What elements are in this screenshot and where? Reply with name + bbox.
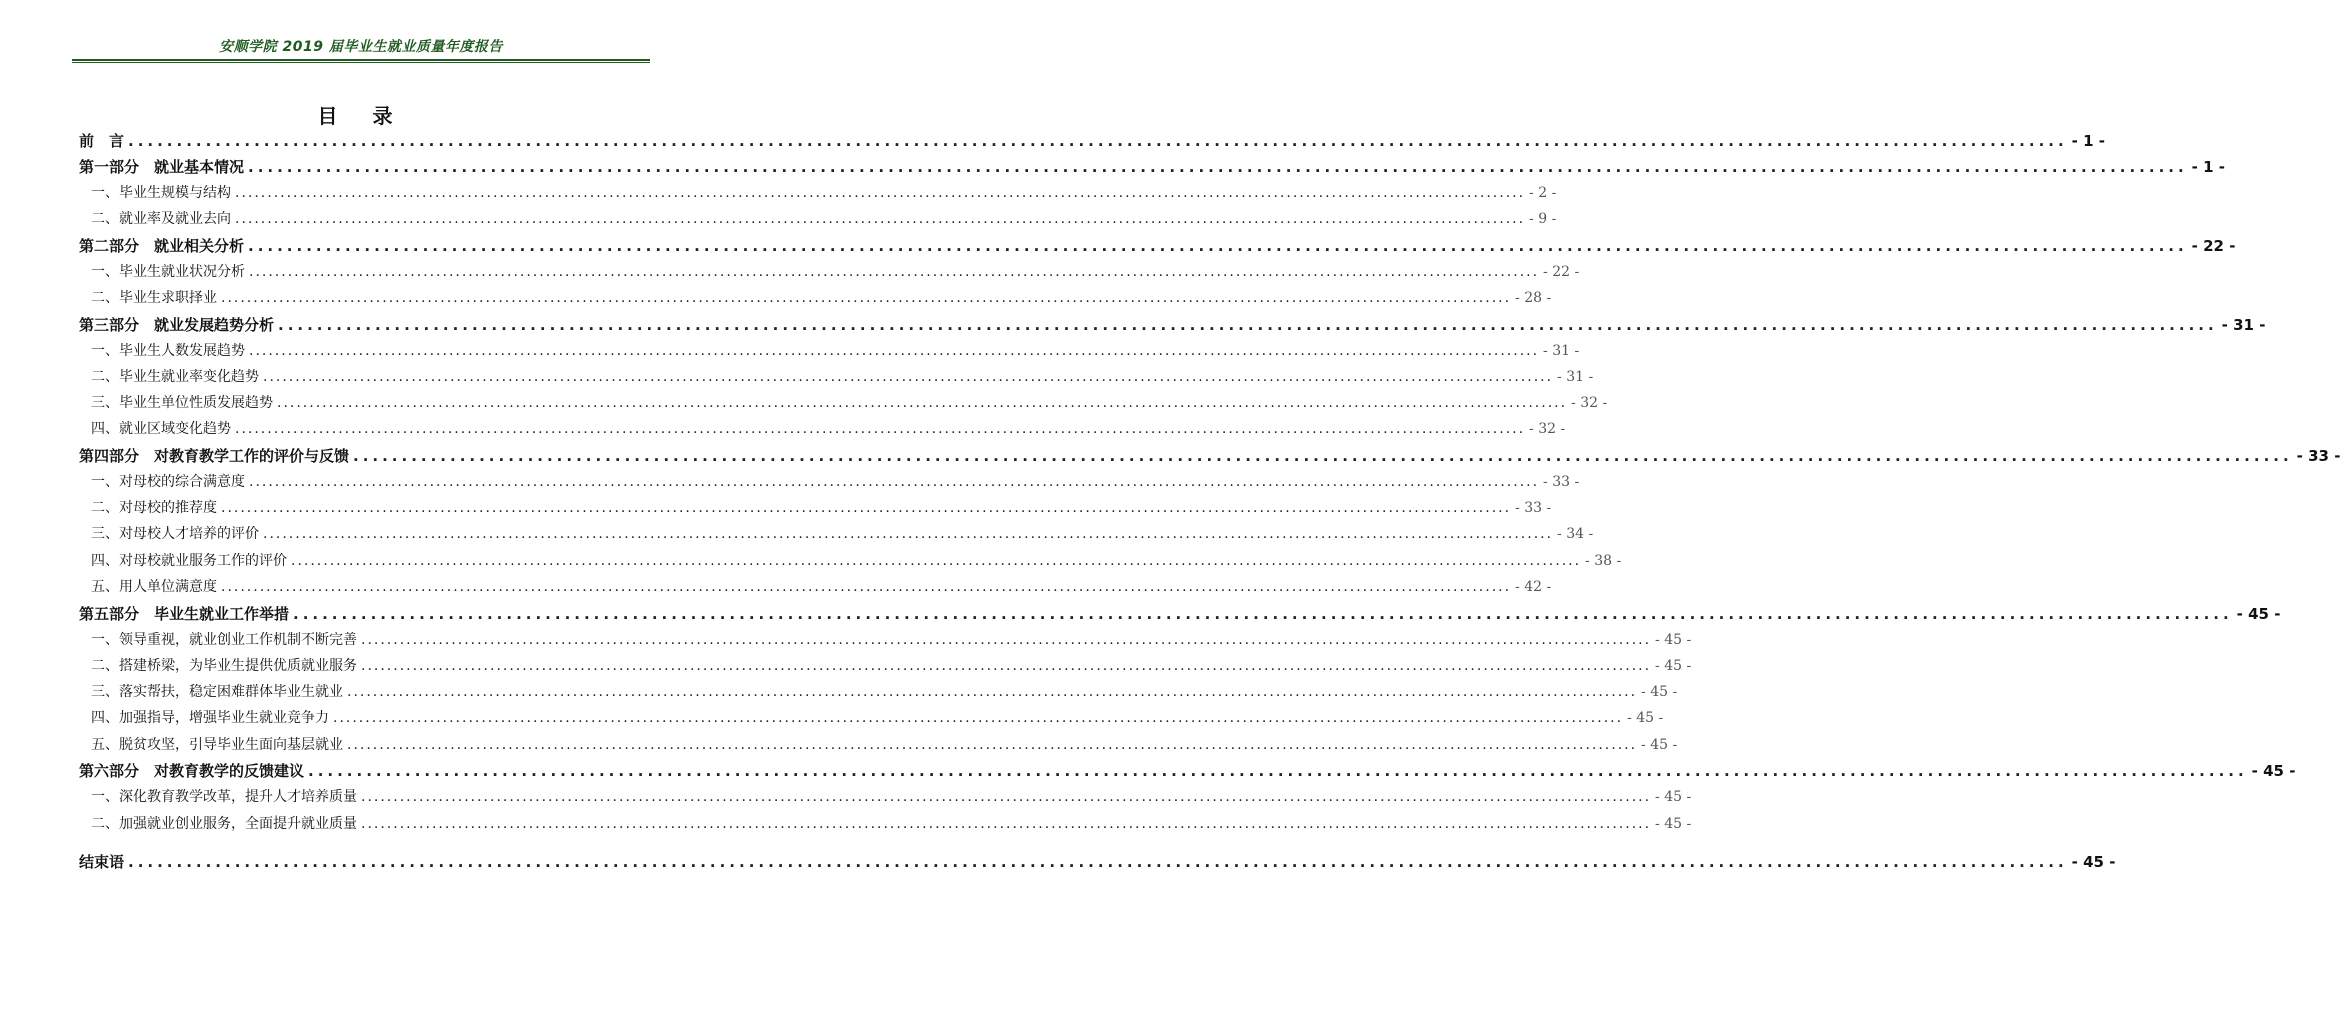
toc-entry-label: 结束语 [79, 853, 125, 871]
toc-sub-entry[interactable] [79, 340, 1580, 366]
toc-page-number: - 1 - [2071, 132, 2106, 150]
toc-entry-label: 一、领导重视，就业创业工作机制不断完善 [91, 632, 357, 648]
toc-page-number: - 45 - [1655, 816, 1692, 832]
toc-entry-label: 第四部分 对教育教学工作的评价与反馈 [79, 447, 350, 465]
toc-page-number: - 45 - [1655, 632, 1692, 648]
toc-leader-dots: ........................................................................................................................................................................................................ [249, 474, 1540, 490]
toc-page-number: - 33 - [1543, 474, 1580, 490]
toc-entry-label: 三、毕业生单位性质发展趋势 [91, 395, 273, 411]
toc-leader-dots: ........................................................................................................................................................................................................ [249, 264, 1540, 280]
toc-title: 目 录 [317, 104, 407, 128]
toc-part-entry[interactable] [79, 235, 2236, 261]
toc-page-number: - 45 - [1627, 710, 1664, 726]
toc-leader-dots: ........................................................................................................................................................................................................ [128, 132, 2068, 150]
report-header: 安顺学院 2019 届毕业生就业质量年度报告 [219, 39, 503, 55]
toc-sub-entry[interactable] [79, 576, 1552, 602]
toc-entry-label: 二、对母校的推荐度 [91, 500, 217, 516]
toc-leader-dots: ........................................................................................................................................................................................................ [347, 684, 1638, 700]
toc-sub-entry[interactable] [79, 707, 1664, 733]
toc-part-entry[interactable] [79, 156, 2226, 182]
toc-leader-dots: ........................................................................................................................................................................................................ [361, 632, 1652, 648]
toc-leader-dots: ........................................................................................................................................................................................................ [221, 500, 1512, 516]
toc-part-entry[interactable] [79, 760, 2296, 786]
toc-leader-dots: ........................................................................................................................................................................................................ [235, 421, 1526, 437]
toc-entry-label: 二、搭建桥梁，为毕业生提供优质就业服务 [91, 658, 357, 674]
toc-sub-entry[interactable] [79, 392, 1608, 418]
toc-page-number: - 45 - [1655, 658, 1692, 674]
toc-entry-label: 三、落实帮扶，稳定困难群体毕业生就业 [91, 684, 343, 700]
toc-leader-dots: ........................................................................................................................................................................................................ [353, 447, 2293, 465]
toc-entry-label: 一、深化教育教学改革，提升人才培养质量 [91, 789, 357, 805]
toc-leader-dots: ........................................................................................................................................................................................................ [249, 343, 1540, 359]
toc-sub-entry[interactable] [79, 366, 1594, 392]
toc-sub-entry[interactable] [79, 182, 1557, 208]
toc-sub-entry[interactable] [79, 208, 1557, 234]
toc-entry-label: 第二部分 就业相关分析 [79, 237, 245, 255]
toc-leader-dots: ........................................................................................................................................................................................................ [361, 789, 1652, 805]
toc-entry-label: 五、用人单位满意度 [91, 579, 217, 595]
toc-sub-entry[interactable] [79, 550, 1622, 576]
toc-page-number: - 32 - [1529, 421, 1566, 437]
toc-leader-dots: ........................................................................................................................................................................................................ [248, 237, 2188, 255]
toc-page-number: - 45 - [1641, 737, 1678, 753]
toc-sub-entry[interactable] [79, 523, 1594, 549]
toc-sub-entry[interactable] [79, 655, 1692, 681]
toc-sub-entry[interactable] [79, 734, 1678, 760]
toc-page-number: - 2 - [1529, 185, 1557, 201]
header-rule-thin [72, 62, 650, 63]
toc-leader-dots: ........................................................................................................................................................................................................ [128, 853, 2068, 871]
toc-leader-dots: ........................................................................................................................................................................................................ [248, 158, 2188, 176]
toc-entry-label: 四、加强指导，增强毕业生就业竞争力 [91, 710, 329, 726]
toc-sub-entry[interactable] [79, 497, 1552, 523]
toc-leader-dots: ........................................................................................................................................................................................................ [278, 316, 2218, 334]
toc-sub-entry[interactable] [79, 681, 1678, 707]
toc-leader-dots: ........................................................................................................................................................................................................ [235, 211, 1526, 227]
toc-leader-dots: ........................................................................................................................................................................................................ [347, 737, 1638, 753]
toc-page-number: - 22 - [1543, 264, 1580, 280]
toc-page-number: - 31 - [1543, 343, 1580, 359]
toc-page-number: - 9 - [1529, 211, 1557, 227]
toc-entry-label: 第五部分 毕业生就业工作举措 [79, 605, 290, 623]
toc-leader-dots: ........................................................................................................................................................................................................ [293, 605, 2233, 623]
toc-entry-label: 第一部分 就业基本情况 [79, 158, 245, 176]
toc-sub-entry[interactable] [79, 629, 1692, 655]
toc-leader-dots: ........................................................................................................................................................................................................ [263, 526, 1554, 542]
toc-entry-label: 一、毕业生就业状况分析 [91, 264, 245, 280]
toc-leader-dots: ........................................................................................................................................................................................................ [221, 290, 1512, 306]
toc-page-number: - 31 - [2221, 316, 2266, 334]
toc-page-number: - 42 - [1515, 579, 1552, 595]
toc-page-number: - 45 - [2236, 605, 2281, 623]
toc-entry-label: 四、就业区域变化趋势 [91, 421, 231, 437]
toc-part-entry[interactable] [79, 314, 2266, 340]
toc-part-entry[interactable] [79, 851, 2116, 877]
toc-sub-entry[interactable] [79, 471, 1580, 497]
toc-leader-dots: ........................................................................................................................................................................................................ [291, 553, 1582, 569]
toc-sub-entry[interactable] [79, 287, 1552, 313]
toc-page-number: - 45 - [1655, 789, 1692, 805]
toc-page-number: - 34 - [1557, 526, 1594, 542]
toc-leader-dots: ........................................................................................................................................................................................................ [277, 395, 1568, 411]
toc-entry-label: 二、加强就业创业服务，全面提升就业质量 [91, 816, 357, 832]
toc-page-number: - 38 - [1585, 553, 1622, 569]
toc-entry-label: 二、毕业生求职择业 [91, 290, 217, 306]
toc-entry-label: 三、对母校人才培养的评价 [91, 526, 259, 542]
toc-sub-entry[interactable] [79, 786, 1692, 812]
toc-entry-label: 前 言 [79, 132, 125, 150]
header-rule-thick [72, 59, 650, 61]
toc-entry-label: 第六部分 对教育教学的反馈建议 [79, 762, 305, 780]
toc-entry-label: 二、毕业生就业率变化趋势 [91, 369, 259, 385]
toc-sub-entry[interactable] [79, 261, 1580, 287]
toc-page-number: - 45 - [1641, 684, 1678, 700]
toc-leader-dots: ........................................................................................................................................................................................................ [333, 710, 1624, 726]
toc-page-number: - 31 - [1557, 369, 1594, 385]
toc-part-entry[interactable] [79, 603, 2281, 629]
toc-page-number: - 28 - [1515, 290, 1552, 306]
toc-entry-label: 四、对母校就业服务工作的评价 [91, 553, 287, 569]
toc-leader-dots: ........................................................................................................................................................................................................ [361, 658, 1652, 674]
toc-entry-label: 二、就业率及就业去向 [91, 211, 231, 227]
toc-entry-label: 一、对母校的综合满意度 [91, 474, 245, 490]
toc-part-entry[interactable] [79, 445, 2340, 471]
toc-page-number: - 45 - [2251, 762, 2296, 780]
toc-page-number: - 22 - [2191, 237, 2236, 255]
toc-sub-entry[interactable] [79, 813, 1692, 839]
toc-entry-label: 一、毕业生人数发展趋势 [91, 343, 245, 359]
toc-sub-entry[interactable] [79, 418, 1566, 444]
toc-page-number: - 33 - [2296, 447, 2340, 465]
toc-entry-label: 第三部分 就业发展趋势分析 [79, 316, 275, 334]
toc-page-number: - 45 - [2071, 853, 2116, 871]
toc-part-entry[interactable] [79, 130, 2106, 156]
toc-leader-dots: ........................................................................................................................................................................................................ [361, 816, 1652, 832]
toc-page-number: - 33 - [1515, 500, 1552, 516]
toc-entry-label: 一、毕业生规模与结构 [91, 185, 231, 201]
toc-leader-dots: ........................................................................................................................................................................................................ [235, 185, 1526, 201]
toc-page-number: - 1 - [2191, 158, 2226, 176]
toc-page-number: - 32 - [1571, 395, 1608, 411]
toc-leader-dots: ........................................................................................................................................................................................................ [221, 579, 1512, 595]
toc-leader-dots: ........................................................................................................................................................................................................ [308, 762, 2248, 780]
toc-leader-dots: ........................................................................................................................................................................................................ [263, 369, 1554, 385]
toc-entry-label: 五、脱贫攻坚，引导毕业生面向基层就业 [91, 737, 343, 753]
